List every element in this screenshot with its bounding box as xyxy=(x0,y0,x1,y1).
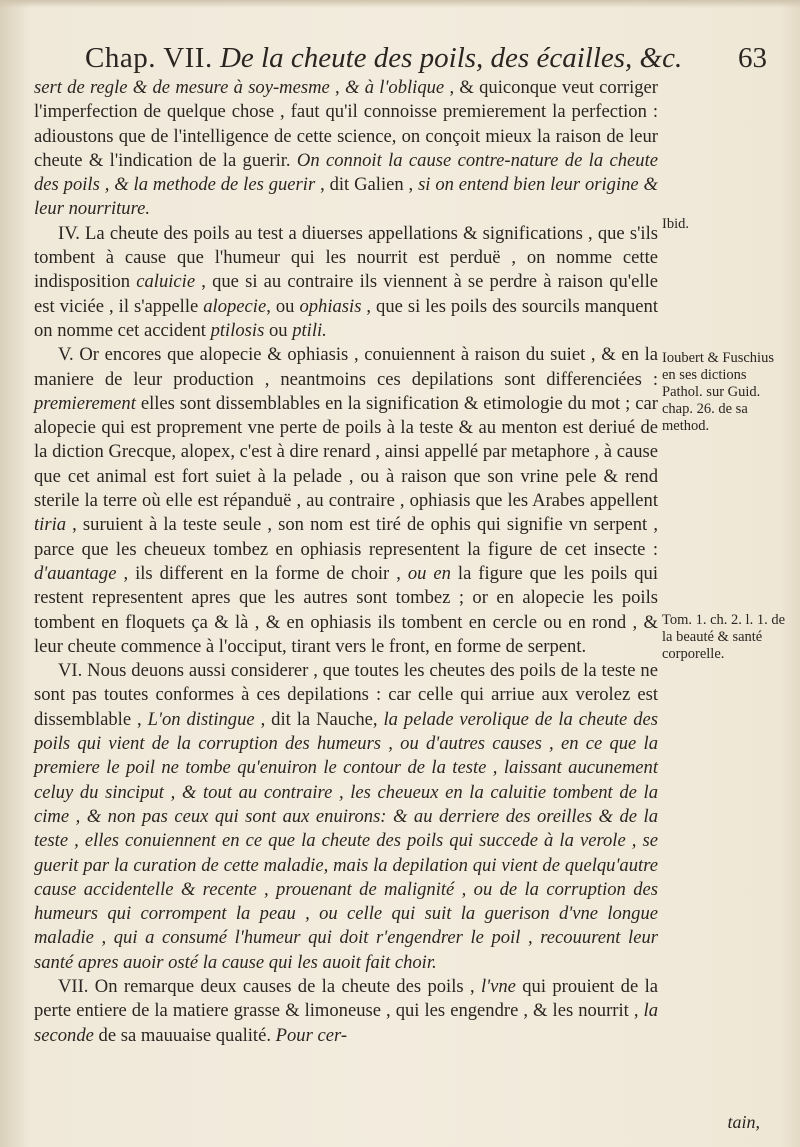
italic-run: ptilosis xyxy=(210,319,265,341)
text-run: , que si les poils des sourcils manquent on nomme cet accident xyxy=(34,295,658,341)
paragraph xyxy=(34,76,658,222)
text-run: , xyxy=(329,77,345,98)
italic-run: caluicie xyxy=(136,271,196,293)
chapter-label: Chap. VII. xyxy=(85,42,213,74)
text-run: ou xyxy=(264,319,293,341)
italic-run: Pour cer- xyxy=(275,1024,348,1046)
running-header xyxy=(85,38,775,78)
paragraph xyxy=(34,343,658,659)
catchword: tain, xyxy=(727,1112,760,1132)
italic-run: tiria xyxy=(34,514,67,536)
paragraph xyxy=(34,222,658,343)
italic-run: & à l'oblique xyxy=(344,77,445,98)
italic-run: L'on distingue xyxy=(147,708,255,730)
italic-run: On connoit la cause contre-nature de la cheute des poils , & la methode de les guerir xyxy=(34,149,658,196)
text-run: elles sont dissemblables en la signification & etimologie du mot ; car alopecie qui est proprement vne perte de poils à la teste & au menton est deriué de la diction Grecque, alopex, c'est à dire renard , ainsi appellé par metaphore , à cause que cet animal est fort suiet à la pelade , ou à raison que son vrine pele & rend sterile la terre où elle est répanduë , au contraire , ophiasis que les Arabes appellent xyxy=(34,392,658,512)
text-run: V. Or encores que alopecie & ophiasis , conuiennent à raison du suiet , & en la maniere de leur production , neantmoins ces depilations sont differenciées : xyxy=(34,344,658,390)
text-run: , dit Galien , xyxy=(315,174,419,196)
text-run: VII. On remarque deux causes de la cheute des poils , xyxy=(58,975,481,997)
italic-run: premierement xyxy=(34,392,136,414)
italic-run: la seconde xyxy=(34,1000,658,1046)
italic-run: alopecie xyxy=(203,295,267,317)
text-run: la figure que les poils qui restent representent apres que les autres sont tombez ; or en alopecie les poils tombent en floquets ça & là , & en ophiasis ils tombent en cercle ou en rond , & leur cheute commence à l'occiput, tirant vers le front, en forme de serpent. xyxy=(34,562,659,657)
italic-run: si on entend bien leur origine & leur nourriture. xyxy=(34,174,659,220)
chapter-title: De la cheute des poils, des écailles, &c. xyxy=(219,42,683,74)
body-text xyxy=(34,76,658,1048)
text-run: IV. La cheute des poils au test a diuerses appellations & significations , que s'ils tombent à cause que l'humeur qui les nourrit est perduë , on nomme cette indisposition xyxy=(34,222,658,293)
text-run: , suruient à la teste seule , son nom est tiré de ophis qui signifie vn serpent , parce que les cheueux tombez en ophiasis representent la figure de cet insecte : xyxy=(34,514,658,560)
italic-run: ou en xyxy=(407,562,451,584)
text-run: VI. Nous deuons aussi considerer , que toutes les cheutes des poils de la teste ne sont pas toutes conformes à ces depilations : car celle qui arriue aux verolez est dissemblable , xyxy=(34,660,658,730)
text-run: de sa mauuaise qualité. xyxy=(93,1024,276,1046)
page-number: 63 xyxy=(738,42,767,74)
text-run: , ou xyxy=(266,295,300,317)
margin-note: Tom. 1. ch. 2. l. 1. de la beauté & santé corporelle. xyxy=(662,612,786,662)
italic-run: l'vne xyxy=(480,975,516,997)
italic-run: ptili. xyxy=(292,319,327,341)
margin-note: Ioubert & Fuschius en ses dictions Pathol. sur Guid. chap. 26. de sa method. xyxy=(662,350,774,434)
margin-note: Ibid. xyxy=(662,216,689,232)
text-run: , & quiconque veut corriger l'imperfection de quelque chose , faut qu'il connoisse premierement la perfection : adioustons que de l'intelligence de cette science, on conçoit mieux la raison de leur cheute & l'indication de la guerir. xyxy=(34,77,658,171)
italic-run: ophiasis xyxy=(299,295,362,317)
text-run: qui prouient de la perte entiere de la matiere grasse & limoneuse , qui les engendre , & les nourrit , xyxy=(34,975,658,1022)
italic-run: sert de regle & de mesure à soy-mesme xyxy=(34,77,330,98)
paragraph xyxy=(34,975,658,1048)
text-run: , ils different en la forme de choir , xyxy=(116,562,408,584)
paragraph xyxy=(34,659,658,975)
page-edge-shadow xyxy=(0,0,800,8)
text-run: , que si au contraire ils viennent à se perdre à raison qu'elle est viciée , il s'appelle xyxy=(34,271,658,317)
text-run: , dit la Nauche, xyxy=(254,708,384,730)
italic-run: d'auantage xyxy=(34,562,117,584)
italic-run: la pelade verolique de la cheute des poils qui vient de la corruption des humeurs , ou d'autres causes , en ce que la premiere le poil ne tombe qu'enuiron le contour de la teste , laissant aucunement celuy du sinciput , & tout au contraire , les cheueux en la caluitie tombent de la cime , & non pas ceux qui sont aux enuirons: & au derriere des oreilles & de la teste , elles conuiennent en ce que la cheute des poils qui succede à la verole , se guerit par la curation de cette maladie, mais la depilation qui vient de quelqu'autre cause accidentelle & recente , prouenant de malignité , ou de la corruption des humeurs qui corrompent la peau , ou celle qui suit la guerison d'vne longue maladie , qui a consumé l'humeur qui doit r'engendrer le poil , recouurent leur santé apres auoir osté la cause qui les auoit fait choir. xyxy=(34,708,659,973)
